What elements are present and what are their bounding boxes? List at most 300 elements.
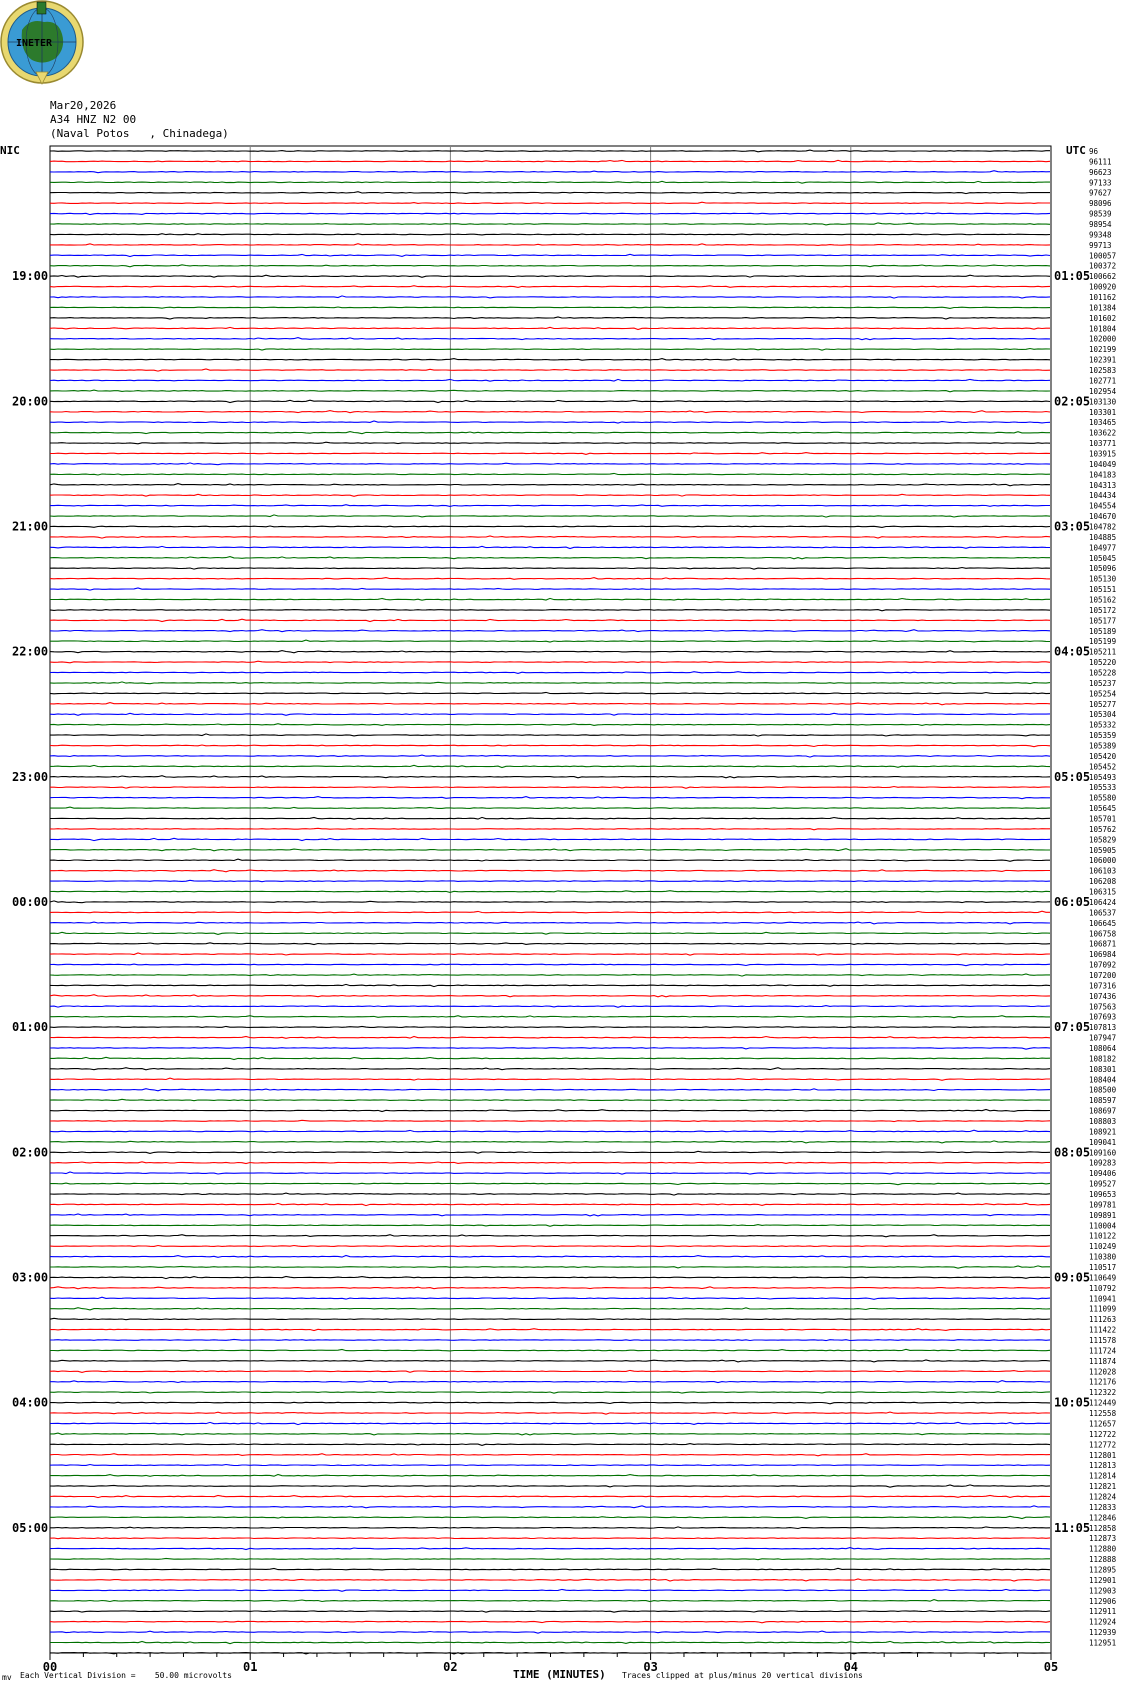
seismic-trace <box>50 1558 1050 1559</box>
seismic-trace <box>50 953 1050 955</box>
seismic-trace <box>50 1433 1050 1435</box>
row-count-label: 100662 <box>1089 272 1117 282</box>
seismic-trace <box>50 1465 1050 1466</box>
seismic-trace <box>50 494 1050 496</box>
seismic-trace <box>50 1078 1050 1080</box>
row-count-label: 105332 <box>1089 720 1117 730</box>
row-count-label: 112558 <box>1089 1409 1117 1419</box>
row-count-label: 108064 <box>1089 1043 1117 1053</box>
row-count-label: 112880 <box>1089 1544 1117 1554</box>
left-hour-label: 03:00 <box>12 1270 49 1285</box>
row-count-label: 101602 <box>1089 313 1117 323</box>
row-count-label: 112028 <box>1089 1367 1117 1377</box>
header-date: Mar20,2026 <box>50 99 117 112</box>
row-count-label: 102954 <box>1089 386 1117 396</box>
seismic-trace <box>50 1329 1050 1331</box>
row-count-label: 112906 <box>1089 1596 1117 1606</box>
seismic-trace <box>50 703 1050 705</box>
row-count-label: 102771 <box>1089 376 1117 386</box>
seismic-trace <box>50 1026 1050 1027</box>
row-count-label: 101384 <box>1089 303 1117 313</box>
header-station: A34 HNZ N2 00 <box>50 113 137 126</box>
seismic-trace <box>50 1360 1050 1362</box>
seismic-trace <box>50 213 1050 215</box>
row-count-label: 105359 <box>1089 731 1117 741</box>
seismic-trace <box>50 619 1050 621</box>
row-count-label: 104049 <box>1089 459 1117 469</box>
seismic-trace <box>50 463 1050 465</box>
left-hour-label: 02:00 <box>12 1145 49 1160</box>
row-count-label: 112888 <box>1089 1555 1117 1565</box>
seismic-trace <box>50 1402 1050 1404</box>
left-hour-label: 19:00 <box>12 269 49 284</box>
row-count-label: 103915 <box>1089 449 1117 459</box>
row-count-label: 97133 <box>1089 178 1112 188</box>
header-location: (Naval Potos , Chinadega) <box>50 127 229 140</box>
row-count-label: 105645 <box>1089 804 1117 814</box>
row-count-label: 112813 <box>1089 1461 1117 1471</box>
row-count-label: 112824 <box>1089 1492 1117 1502</box>
row-count-label: 110122 <box>1089 1231 1117 1241</box>
row-count-label: 107316 <box>1089 981 1117 991</box>
row-count-label: 101162 <box>1089 293 1117 303</box>
seismic-trace <box>50 745 1050 747</box>
x-tick-label: 04 <box>843 1660 859 1674</box>
right-hour-label: 06:05 <box>1054 894 1091 909</box>
left-hour-label: 21:00 <box>12 519 49 534</box>
seismic-trace <box>50 244 1050 246</box>
seismic-trace <box>50 1600 1050 1602</box>
row-count-label: 112901 <box>1089 1575 1117 1585</box>
seismic-trace <box>50 1381 1050 1383</box>
seismic-trace <box>50 1141 1050 1143</box>
seismic-trace <box>50 1151 1050 1153</box>
row-count-label: 106537 <box>1089 908 1117 918</box>
left-hour-label: 00:00 <box>12 894 49 909</box>
seismic-trace <box>50 911 1050 913</box>
row-count-label: 112903 <box>1089 1586 1117 1596</box>
left-hour-label: 04:00 <box>12 1395 49 1410</box>
row-count-label: 112814 <box>1089 1471 1117 1481</box>
row-count-label: 106424 <box>1089 897 1117 907</box>
seismic-trace <box>50 1214 1050 1216</box>
seismic-trace <box>50 724 1050 726</box>
seismic-trace <box>50 672 1050 674</box>
row-count-label: 106315 <box>1089 887 1117 897</box>
seismic-trace <box>50 880 1050 881</box>
row-count-label: 112722 <box>1089 1429 1117 1439</box>
row-count-label: 105220 <box>1089 658 1117 668</box>
right-hour-label: 03:05 <box>1054 519 1091 534</box>
right-hour-label: 04:05 <box>1054 644 1091 659</box>
seismic-trace <box>50 1568 1050 1570</box>
seismic-trace <box>50 974 1050 976</box>
x-tick-label: 05 <box>1043 1660 1059 1674</box>
seismic-trace <box>50 1392 1050 1394</box>
row-count-label: 112657 <box>1089 1419 1117 1429</box>
row-count-label: 103130 <box>1089 397 1117 407</box>
row-count-label: 107436 <box>1089 991 1117 1001</box>
seismic-trace <box>50 1506 1050 1508</box>
row-count-label: 102199 <box>1089 345 1117 355</box>
x-tick-label: 00 <box>42 1660 58 1674</box>
seismic-trace <box>50 568 1050 570</box>
row-count-label: 109781 <box>1089 1200 1117 1210</box>
seismic-trace <box>50 922 1050 924</box>
row-count-label: 104670 <box>1089 512 1117 522</box>
row-count-label: 105420 <box>1089 751 1117 761</box>
seismic-trace <box>50 1162 1050 1164</box>
seismic-trace <box>50 1475 1050 1477</box>
row-count-label: 104183 <box>1089 470 1117 480</box>
row-count-label: 99713 <box>1089 240 1112 250</box>
seismic-trace <box>50 234 1050 235</box>
row-count-label: 105151 <box>1089 585 1117 595</box>
seismic-trace <box>50 432 1050 434</box>
row-count-label: 107947 <box>1089 1033 1117 1043</box>
seismic-trace <box>50 651 1050 653</box>
x-tick-label: 02 <box>443 1660 458 1674</box>
seismic-trace <box>50 870 1050 872</box>
seismic-trace <box>50 1631 1050 1633</box>
row-count-label: 106103 <box>1089 866 1117 876</box>
row-count-label: 106208 <box>1089 877 1117 887</box>
seismic-trace <box>50 473 1050 475</box>
seismic-trace <box>50 307 1050 308</box>
seismic-trace <box>50 1527 1050 1529</box>
seismic-trace <box>50 1339 1050 1340</box>
seismic-trace <box>50 546 1050 548</box>
seismic-trace <box>50 661 1050 663</box>
seismic-trace <box>50 609 1050 611</box>
seismic-trace <box>50 557 1050 559</box>
seismic-trace <box>50 1516 1050 1518</box>
left-hour-label: 05:00 <box>12 1520 49 1535</box>
row-count-label: 106984 <box>1089 950 1117 960</box>
row-count-label: 100372 <box>1089 261 1117 271</box>
row-count-label: 105228 <box>1089 668 1117 678</box>
row-count-label: 103301 <box>1089 407 1117 417</box>
seismic-trace <box>50 1621 1050 1623</box>
seismic-trace <box>50 1172 1050 1174</box>
row-count-label: 108404 <box>1089 1075 1117 1085</box>
row-count-label: 112924 <box>1089 1617 1117 1627</box>
seismic-trace <box>50 411 1050 413</box>
seismic-trace <box>50 713 1050 715</box>
left-hour-label: 23:00 <box>12 769 49 784</box>
row-count-label: 106645 <box>1089 918 1117 928</box>
row-count-label: 112833 <box>1089 1502 1117 1512</box>
seismic-trace <box>50 1089 1050 1091</box>
row-count-label: 110249 <box>1089 1242 1117 1252</box>
seismic-trace <box>50 984 1050 986</box>
row-count-label: 110517 <box>1089 1263 1117 1273</box>
row-count-label: 105172 <box>1089 605 1117 615</box>
seismic-trace <box>50 1246 1050 1247</box>
right-hour-label: 10:05 <box>1054 1395 1091 1410</box>
seismic-trace <box>50 1485 1050 1487</box>
row-count-label: 105277 <box>1089 699 1117 709</box>
row-count-label: 105254 <box>1089 689 1117 699</box>
row-count-label: 108500 <box>1089 1085 1117 1095</box>
clip-note: Traces clipped at plus/minus 20 vertical divisions <box>622 1671 863 1680</box>
row-count-label: 108597 <box>1089 1096 1117 1106</box>
seismic-trace <box>50 421 1050 423</box>
row-count-label: 112772 <box>1089 1440 1117 1450</box>
x-tick-label: 03 <box>643 1660 658 1674</box>
right-hour-label: 01:05 <box>1054 269 1091 284</box>
row-count-label: 112821 <box>1089 1482 1117 1492</box>
seismic-trace <box>50 160 1050 161</box>
seismic-trace <box>50 859 1050 861</box>
row-count-label: 109527 <box>1089 1179 1117 1189</box>
row-count-label: 108803 <box>1089 1116 1117 1126</box>
seismic-trace <box>50 484 1050 486</box>
seismic-trace <box>50 1068 1050 1070</box>
row-count-label: 107200 <box>1089 970 1117 980</box>
seismic-trace <box>50 1047 1050 1049</box>
x-axis-title: TIME (MINUTES) <box>513 1668 606 1681</box>
seismic-trace <box>50 369 1050 371</box>
row-count-label: 102391 <box>1089 355 1117 365</box>
corner-mark: mv <box>2 1673 12 1682</box>
row-count-label: 112449 <box>1089 1398 1117 1408</box>
row-count-label: 105177 <box>1089 616 1117 626</box>
seismic-trace <box>50 838 1050 840</box>
seismic-trace <box>50 1495 1050 1497</box>
seismic-trace <box>50 453 1050 455</box>
seismic-trace <box>50 400 1050 402</box>
row-count-label: 108921 <box>1089 1127 1117 1137</box>
seismic-trace <box>50 1130 1050 1132</box>
seismic-trace <box>50 1548 1050 1550</box>
row-count-label: 104782 <box>1089 522 1117 532</box>
seismic-trace <box>50 943 1050 945</box>
seismic-trace <box>50 390 1050 392</box>
row-count-label: 98539 <box>1089 209 1112 219</box>
row-count-label: 112322 <box>1089 1388 1117 1398</box>
seismic-trace <box>50 891 1050 893</box>
row-count-label: 96111 <box>1089 157 1112 167</box>
row-count-label: 112895 <box>1089 1565 1117 1575</box>
row-count-label: 96623 <box>1089 167 1112 177</box>
seismic-trace <box>50 1641 1050 1643</box>
seismic-trace <box>50 1006 1050 1008</box>
seismic-trace <box>50 296 1050 298</box>
seismic-trace <box>50 849 1050 851</box>
row-count-label: 103465 <box>1089 418 1117 428</box>
seismic-trace <box>50 286 1050 288</box>
seismic-trace <box>50 1297 1050 1299</box>
row-count-label: 105493 <box>1089 772 1117 782</box>
row-count-label: 107563 <box>1089 1002 1117 1012</box>
row-count-label: 98954 <box>1089 220 1112 230</box>
right-hour-label: 05:05 <box>1054 769 1091 784</box>
row-count-label: 111724 <box>1089 1346 1117 1356</box>
row-count-label: 107693 <box>1089 1012 1117 1022</box>
row-count-label: 104434 <box>1089 491 1117 501</box>
row-count-label: 104554 <box>1089 501 1117 511</box>
seismic-trace <box>50 640 1050 642</box>
row-count-label: 105452 <box>1089 762 1117 772</box>
logo-text: INETER <box>15 38 53 49</box>
seismic-trace <box>50 1454 1050 1456</box>
seismic-trace <box>50 379 1050 381</box>
seismic-trace <box>50 598 1050 600</box>
seismic-trace <box>50 1235 1050 1237</box>
seismic-trace <box>50 588 1050 590</box>
seismic-trace <box>50 1308 1050 1310</box>
seismic-trace <box>50 349 1050 351</box>
seismic-trace <box>50 828 1050 830</box>
row-count-label: 105905 <box>1089 845 1117 855</box>
row-count-label: 105130 <box>1089 574 1117 584</box>
seismic-trace <box>50 787 1050 789</box>
seismic-trace <box>50 734 1050 736</box>
right-hour-label: 02:05 <box>1054 394 1091 409</box>
row-count-label: 109406 <box>1089 1169 1117 1179</box>
row-count-label: 105162 <box>1089 595 1117 605</box>
row-count-label: 106000 <box>1089 856 1117 866</box>
seismic-trace <box>50 150 1050 152</box>
seismic-trace <box>50 1653 1050 1654</box>
seismic-trace <box>50 536 1050 538</box>
row-count-label: 105829 <box>1089 835 1117 845</box>
seismic-trace <box>50 338 1050 340</box>
seismic-trace <box>50 265 1050 267</box>
scale-note: Each Vertical Division = 50.00 microvolts <box>20 1671 232 1680</box>
row-count-label: 112846 <box>1089 1513 1117 1523</box>
row-count-label: 109041 <box>1089 1137 1117 1147</box>
row-count-label: 105189 <box>1089 626 1117 636</box>
seismic-trace <box>50 1444 1050 1446</box>
plot-frame <box>50 146 1051 1653</box>
row-count-label: 103622 <box>1089 428 1117 438</box>
row-count-label: 105580 <box>1089 793 1117 803</box>
row-count-label: 100057 <box>1089 251 1117 261</box>
left-hour-label: 22:00 <box>12 644 49 659</box>
row-count-label: 104313 <box>1089 480 1117 490</box>
row-count-label: 100920 <box>1089 282 1117 292</box>
seismic-trace <box>50 1611 1050 1613</box>
right-hour-label: 08:05 <box>1054 1145 1091 1160</box>
row-count-label: 101804 <box>1089 324 1117 334</box>
seismic-trace <box>50 1099 1050 1100</box>
row-count-label: 110380 <box>1089 1252 1117 1262</box>
seismic-trace <box>50 1589 1050 1591</box>
row-count-label: 99348 <box>1089 230 1112 240</box>
row-count-label: 98096 <box>1089 199 1112 209</box>
row-count-label: 110941 <box>1089 1294 1117 1304</box>
row-count-label: 112858 <box>1089 1523 1117 1533</box>
right-hour-label: 07:05 <box>1054 1020 1091 1035</box>
row-count-label: 105389 <box>1089 741 1117 751</box>
row-count-label: 105045 <box>1089 553 1117 563</box>
seismic-trace <box>50 776 1050 778</box>
seismic-trace <box>50 817 1050 819</box>
row-count-label: 110649 <box>1089 1273 1117 1283</box>
seismic-trace <box>50 1120 1050 1121</box>
row-count-label: 107813 <box>1089 1023 1117 1033</box>
seismic-trace <box>50 932 1050 934</box>
seismic-trace <box>50 995 1050 997</box>
seismic-trace <box>50 275 1050 277</box>
row-count-label: 109891 <box>1089 1210 1117 1220</box>
left-hour-label: 20:00 <box>12 394 49 409</box>
seismic-trace <box>50 797 1050 799</box>
row-count-label: 112911 <box>1089 1607 1117 1617</box>
seismic-trace <box>50 1203 1050 1205</box>
left-timezone-label: NIC <box>0 144 20 157</box>
seismic-trace <box>50 1370 1050 1372</box>
row-count-label: 109283 <box>1089 1158 1117 1168</box>
row-count-label: 105096 <box>1089 564 1117 574</box>
seismic-trace <box>50 901 1050 903</box>
row-count-label: 112951 <box>1089 1638 1117 1648</box>
seismic-trace <box>50 692 1050 693</box>
row-count-label: 105701 <box>1089 814 1117 824</box>
row-count-label: 108301 <box>1089 1064 1117 1074</box>
right-hour-label: 09:05 <box>1054 1270 1091 1285</box>
seismic-trace <box>50 526 1050 527</box>
seismic-trace <box>50 171 1050 173</box>
right-hour-label: 11:05 <box>1054 1520 1091 1535</box>
row-count-label: 97627 <box>1089 188 1112 198</box>
row-count-label: 107092 <box>1089 960 1117 970</box>
seismic-trace <box>50 1110 1050 1112</box>
seismic-trace <box>50 442 1050 444</box>
row-count-label: 103771 <box>1089 439 1117 449</box>
seismic-trace <box>50 1256 1050 1258</box>
seismic-trace <box>50 1412 1050 1414</box>
row-count-label: 112873 <box>1089 1534 1117 1544</box>
seismic-trace <box>50 223 1050 225</box>
row-count-label: 109160 <box>1089 1148 1117 1158</box>
row-count-label: 111578 <box>1089 1336 1117 1346</box>
seismic-trace <box>50 192 1050 194</box>
seismic-trace <box>50 630 1050 632</box>
row-count-label: 110792 <box>1089 1283 1117 1293</box>
seismic-trace <box>50 317 1050 319</box>
seismic-trace <box>50 1287 1050 1289</box>
row-count-label: 112176 <box>1089 1377 1117 1387</box>
row-count-label: 111099 <box>1089 1304 1117 1314</box>
row-count-label: 106871 <box>1089 939 1117 949</box>
right-timezone-label: UTC <box>1066 144 1086 157</box>
seismic-trace <box>50 1057 1050 1059</box>
seismic-trace <box>50 359 1050 361</box>
seismic-trace <box>50 765 1050 767</box>
seismic-trace <box>50 807 1050 808</box>
seismic-trace <box>50 1037 1050 1039</box>
row-count-label: 112801 <box>1089 1450 1117 1460</box>
seismic-trace <box>50 1225 1050 1227</box>
row-count-label: 112939 <box>1089 1628 1117 1638</box>
row-count-label: 111874 <box>1089 1356 1117 1366</box>
row-count-label: 104977 <box>1089 543 1117 553</box>
row-count-label: 96 <box>1089 147 1099 156</box>
row-count-label: 102000 <box>1089 334 1117 344</box>
x-tick-label: 01 <box>242 1660 258 1674</box>
seismic-trace <box>50 505 1050 507</box>
row-count-label: 102583 <box>1089 366 1117 376</box>
row-count-label: 108182 <box>1089 1054 1117 1064</box>
seismic-trace <box>50 755 1050 757</box>
seismic-trace <box>50 1349 1050 1351</box>
left-hour-label: 01:00 <box>12 1020 49 1035</box>
row-count-label: 108697 <box>1089 1106 1117 1116</box>
seismic-trace <box>50 964 1050 966</box>
